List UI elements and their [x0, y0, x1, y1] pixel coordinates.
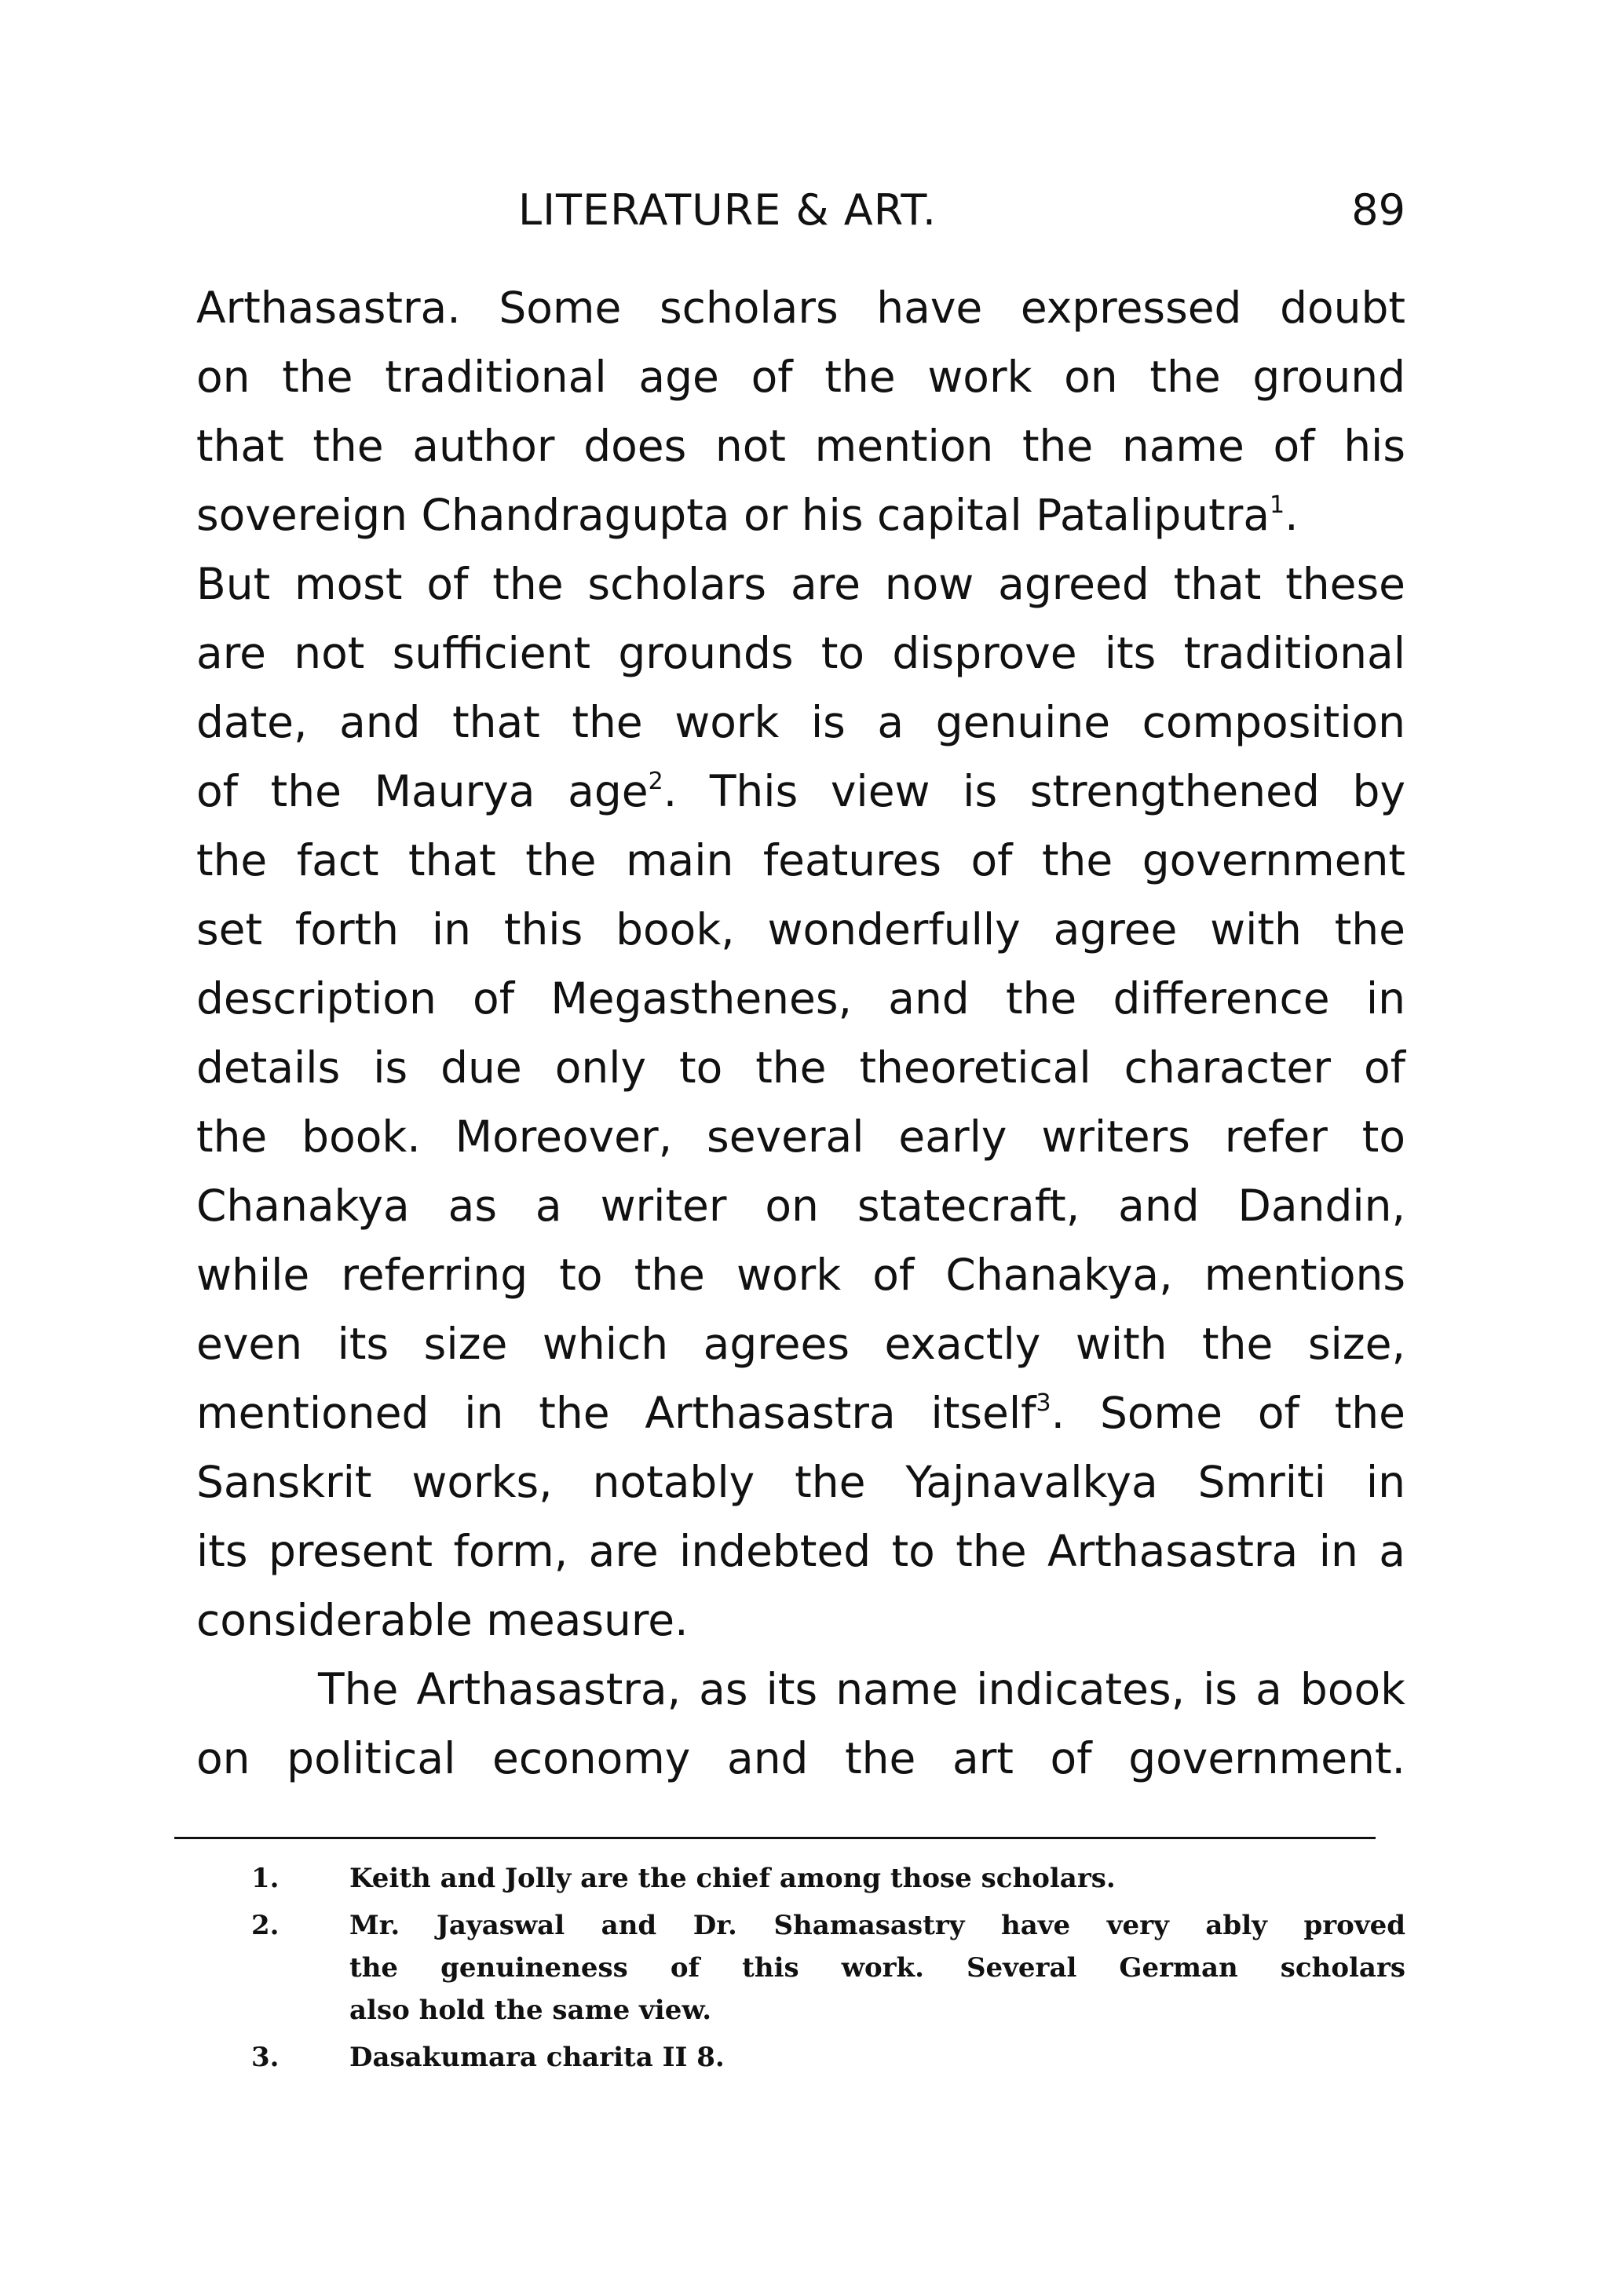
text-line: Arthasastra. Some scholars have expressed doubt — [196, 283, 1405, 333]
text-line: the book. Moreover, several early writers refer to — [196, 1111, 1405, 1162]
text-line: its present form, are indebted to the Arthasastra in a — [196, 1526, 1405, 1576]
text-line: while referring to the work of Chanakya, mentions — [196, 1250, 1405, 1300]
text-segment: sovereign Chandragupta or his capital Pataliputra — [196, 490, 1270, 540]
text-line: the fact that the main features of the government — [196, 835, 1405, 885]
footnote-2 — [251, 1904, 1405, 2031]
footnote-line: Dasakumara charita II 8. — [349, 2042, 725, 2073]
footnote-ref-2: 2 — [648, 768, 663, 795]
text-segment: mentioned in the Arthasastra itself — [196, 1388, 1036, 1438]
footnote-number: 3. — [251, 2042, 280, 2073]
text-segment: . Some of the — [1051, 1388, 1405, 1438]
text-line — [196, 480, 1405, 549]
text-line: even its size which agrees exactly with the size, — [196, 1319, 1405, 1369]
footnote-number: 2. — [251, 1910, 280, 1941]
page-number: 89 — [1351, 185, 1405, 235]
footnote-line: also hold the same view. — [349, 1995, 712, 2026]
text-line: Chanakya as a writer on statecraft, and Dandin, — [196, 1181, 1405, 1231]
text-line: on the traditional age of the work on the ground — [196, 352, 1405, 402]
page-header — [196, 179, 1405, 242]
text-line: that the author does not mention the name of his — [196, 421, 1405, 471]
text-line: But most of the scholars are now agreed that these — [196, 559, 1405, 609]
footnote-3 — [251, 2036, 1405, 2079]
footnote-number: 1. — [251, 1863, 280, 1894]
text-line: on political economy and the art of government. — [196, 1733, 1405, 1783]
running-title: LITERATURE & ART. — [518, 185, 937, 235]
text-segment: . — [1285, 490, 1299, 540]
text-segment: of the Maurya age — [196, 766, 649, 816]
footnote-divider — [174, 1837, 1376, 1839]
text-line: are not sufficient grounds to disprove its traditional — [196, 628, 1405, 678]
text-line: The Arthasastra, as its name indicates, is a book — [318, 1664, 1405, 1714]
footnote-ref-1: 1 — [1270, 491, 1285, 519]
footnote-line: Mr. Jayaswal and Dr. Shamasastry have very ably proved — [349, 1910, 1405, 1941]
text-line — [196, 1378, 1405, 1447]
text-line: description of Megasthenes, and the difference in — [196, 973, 1405, 1024]
footnotes — [251, 1857, 1405, 2083]
text-line: Sanskrit works, notably the Yajnavalkya Smriti in — [196, 1457, 1405, 1507]
text-line — [196, 757, 1405, 826]
text-line: details is due only to the theoretical character of — [196, 1042, 1405, 1093]
text-line: date, and that the work is a genuine composition — [196, 697, 1405, 747]
text-line: considerable measure. — [196, 1595, 689, 1645]
footnote-line: Keith and Jolly are the chief among those scholars. — [349, 1863, 1116, 1894]
footnote-line: the genuineness of this work. Several German scholars — [349, 1952, 1405, 1984]
text-line: set forth in this book, wonderfully agree with the — [196, 904, 1405, 955]
footnote-1 — [251, 1857, 1405, 1900]
footnote-ref-3: 3 — [1036, 1389, 1051, 1417]
body-text — [196, 273, 1405, 1793]
text-segment: . This view is strengthened by — [663, 766, 1406, 816]
